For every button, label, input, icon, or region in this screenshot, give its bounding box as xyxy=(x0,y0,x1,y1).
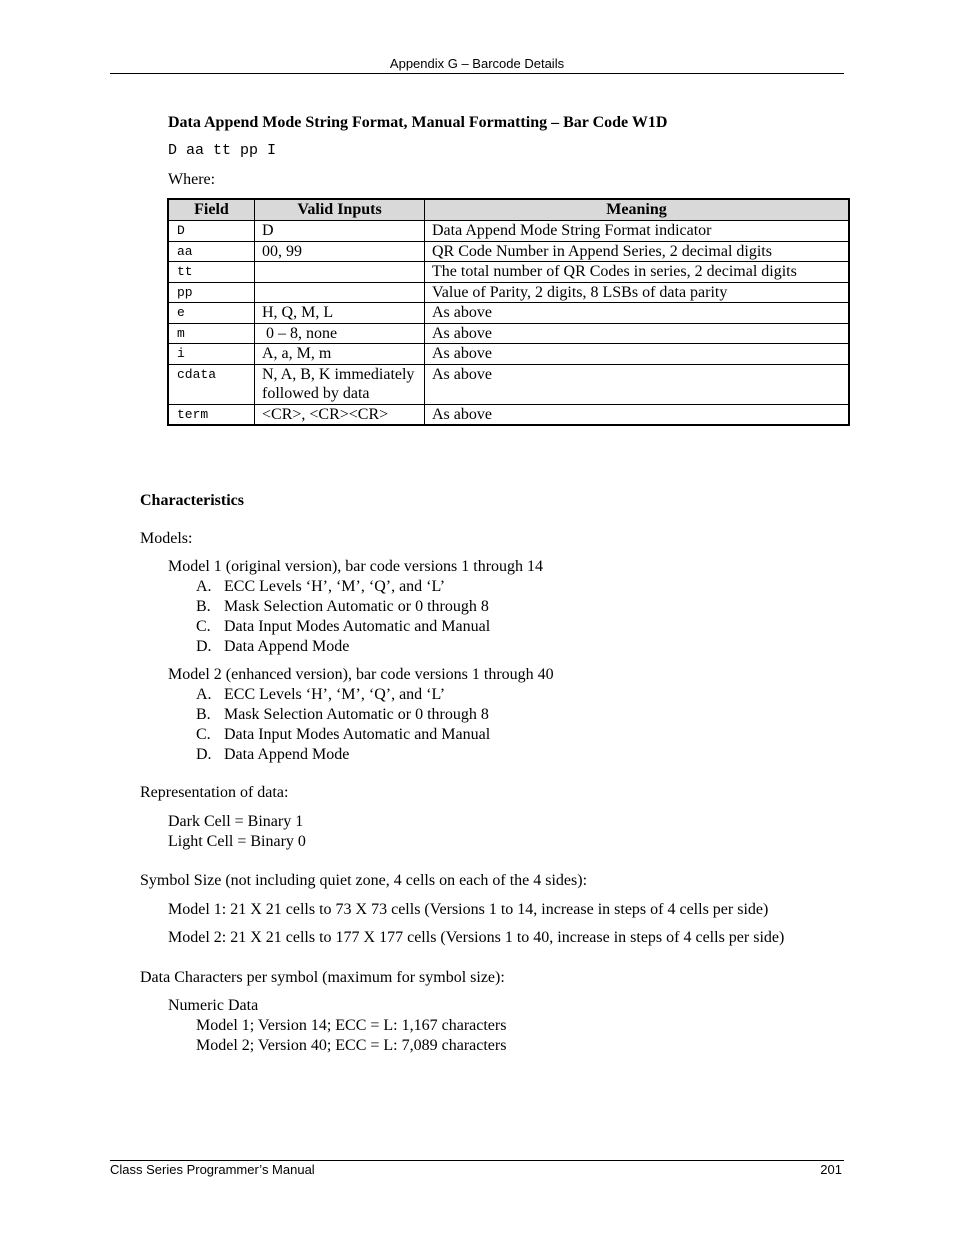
table-row xyxy=(168,241,849,262)
field-cell: i xyxy=(168,344,255,365)
footer-divider xyxy=(110,1160,844,1161)
field-cell: aa xyxy=(168,241,255,262)
field-cell: term xyxy=(168,404,255,425)
list-item: C. Data Input Modes Automatic and Manual xyxy=(196,618,491,635)
representation-label: Representation of data: xyxy=(140,784,289,801)
meaning-cell: The total number of QR Codes in series, 2 decimal digits xyxy=(425,262,850,283)
model1-feature-list xyxy=(196,577,490,657)
light-cell-line: Light Cell = Binary 0 xyxy=(168,833,306,850)
syntax-line: D aa tt pp I xyxy=(168,142,277,159)
page-header-title: Appendix G – Barcode Details xyxy=(389,56,565,71)
footer-manual-title: Class Series Programmer’s Manual xyxy=(110,1162,315,1177)
list-item: D. Data Append Mode xyxy=(196,746,350,763)
list-item: D. Data Append Mode xyxy=(196,638,350,655)
list-item: B. Mask Selection Automatic or 0 through 8 xyxy=(196,706,489,723)
model1-title: Model 1 (original version), bar code versions 1 through 14 xyxy=(168,558,544,575)
field-cell: pp xyxy=(168,282,255,303)
inputs-cell xyxy=(255,262,425,283)
table-row xyxy=(168,323,849,344)
meaning-cell: As above xyxy=(425,323,850,344)
numeric-model2: Model 2; Version 40; ECC = L: 7,089 characters xyxy=(196,1037,507,1054)
column-header-meaning: Meaning xyxy=(425,199,850,221)
meaning-cell: As above xyxy=(425,303,850,324)
table-row xyxy=(168,303,849,324)
table-row xyxy=(168,262,849,283)
table-row xyxy=(168,404,849,425)
inputs-cell: H, Q, M, L xyxy=(255,303,425,324)
symbol-size-model2: Model 2: 21 X 21 cells to 177 X 177 cells (Versions 1 to 40, increase in steps of 4 cells per side) xyxy=(168,929,785,946)
table-header-row xyxy=(168,199,849,221)
meaning-cell: As above xyxy=(425,404,850,425)
list-item: A. ECC Levels ‘H’, ‘M’, ‘Q’, and ‘L’ xyxy=(196,578,446,595)
field-cell: tt xyxy=(168,262,255,283)
field-cell: m xyxy=(168,323,255,344)
inputs-cell: 00, 99 xyxy=(255,241,425,262)
column-header-field: Field xyxy=(168,199,255,221)
field-cell: D xyxy=(168,221,255,242)
list-item: C. Data Input Modes Automatic and Manual xyxy=(196,726,491,743)
list-item: A. ECC Levels ‘H’, ‘M’, ‘Q’, and ‘L’ xyxy=(196,686,446,703)
inputs-cell: N, A, B, K immediately followed by data xyxy=(255,364,425,404)
section-heading: Data Append Mode String Format, Manual Formatting – Bar Code W1D xyxy=(168,114,668,131)
numeric-model1: Model 1; Version 14; ECC = L: 1,167 characters xyxy=(196,1017,507,1034)
table-row xyxy=(168,344,849,365)
column-header-valid-inputs: Valid Inputs xyxy=(255,199,425,221)
data-chars-label: Data Characters per symbol (maximum for symbol size): xyxy=(140,969,505,986)
field-cell: e xyxy=(168,303,255,324)
model2-title: Model 2 (enhanced version), bar code versions 1 through 40 xyxy=(168,666,554,683)
inputs-cell: A, a, M, m xyxy=(255,344,425,365)
meaning-cell: As above xyxy=(425,344,850,365)
characteristics-heading: Characteristics xyxy=(140,492,244,509)
meaning-cell: Data Append Mode String Format indicator xyxy=(425,221,850,242)
table-row xyxy=(168,364,849,404)
inputs-cell: 0 – 8, none xyxy=(255,323,425,344)
inputs-cell xyxy=(255,282,425,303)
meaning-cell: As above xyxy=(425,364,850,404)
header-divider xyxy=(110,73,844,74)
page-number: 201 xyxy=(820,1162,842,1177)
field-cell: cdata xyxy=(168,364,255,404)
model2-feature-list xyxy=(196,685,490,765)
table-row xyxy=(168,282,849,303)
meaning-cell: Value of Parity, 2 digits, 8 LSBs of data parity xyxy=(425,282,850,303)
symbol-size-label: Symbol Size (not including quiet zone, 4 cells on each of the 4 sides): xyxy=(140,872,588,889)
models-label: Models: xyxy=(140,530,193,547)
where-label: Where: xyxy=(168,171,216,188)
list-item: B. Mask Selection Automatic or 0 through 8 xyxy=(196,598,489,615)
field-table xyxy=(167,198,850,426)
numeric-data-label: Numeric Data xyxy=(168,997,259,1014)
table-row xyxy=(168,221,849,242)
meaning-cell: QR Code Number in Append Series, 2 decimal digits xyxy=(425,241,850,262)
symbol-size-model1: Model 1: 21 X 21 cells to 73 X 73 cells (Versions 1 to 14, increase in steps of 4 cells per side) xyxy=(168,901,769,918)
inputs-cell: <CR>, <CR><CR> xyxy=(255,404,425,425)
inputs-cell: D xyxy=(255,221,425,242)
dark-cell-line: Dark Cell = Binary 1 xyxy=(168,813,304,830)
